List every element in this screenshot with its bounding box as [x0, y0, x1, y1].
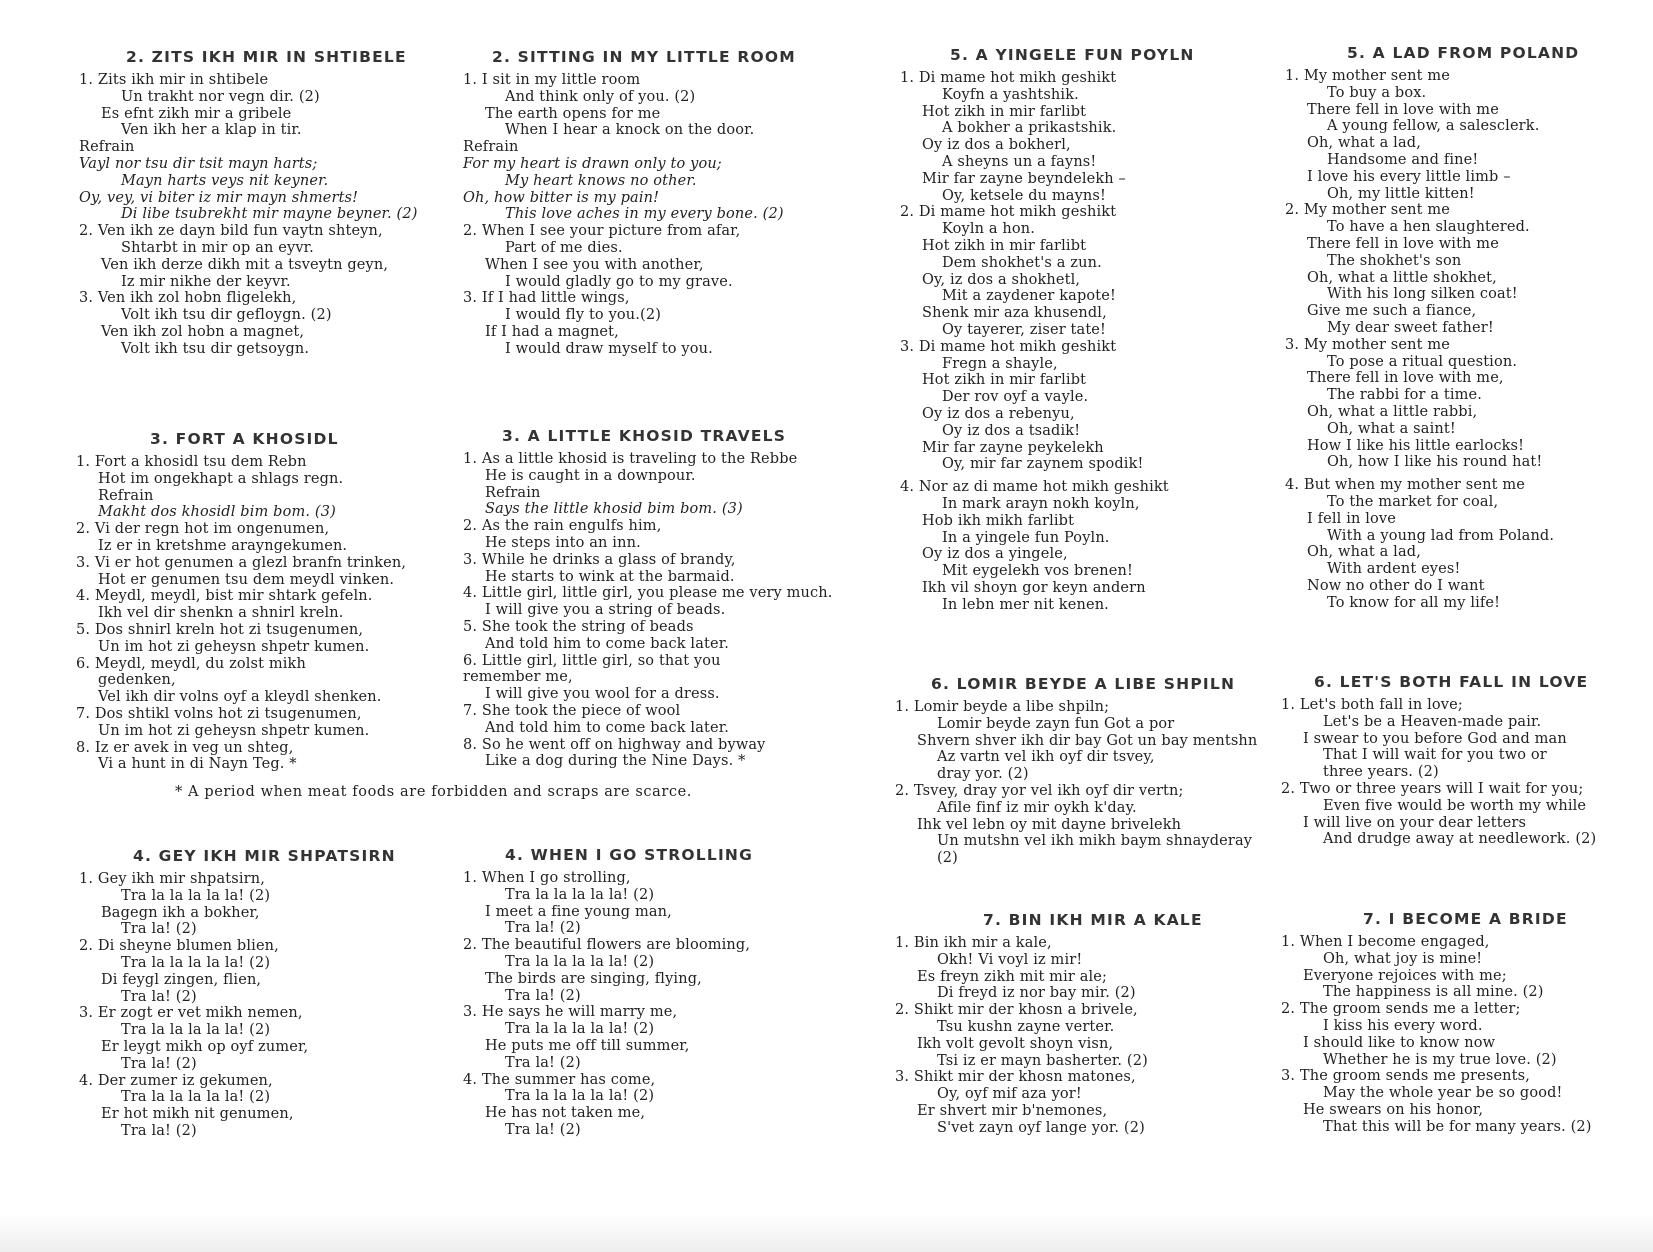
song-lyrics: [900, 70, 1195, 614]
lyric-line: Hot zikh in mir farlibt: [922, 103, 1087, 120]
lyric-line: Refrain: [98, 487, 154, 504]
song-lyrics: [1281, 697, 1596, 848]
lyric-line: My heart knows no other.: [505, 172, 697, 189]
song-zits-ikh-yiddish: [79, 48, 418, 358]
lyric-line: Lomir beyde zayn fun Got a por: [937, 715, 1175, 732]
lyric-line: Mir far zayne peykelekh: [922, 439, 1104, 456]
song-title: 3. A LITTLE KHOSID TRAVELS: [502, 427, 787, 445]
lyric-line: Tra la la la la la! (2): [121, 954, 271, 971]
lyric-line: He starts to wink at the barmaid.: [485, 568, 735, 585]
lyric-line: Di libe tsubrekht mir mayne beyner. (2): [121, 206, 418, 223]
lyric-line: Tra la la la la la! (2): [505, 1021, 655, 1038]
song-title: 4. GEY IKH MIR SHPATSIRN: [133, 847, 396, 865]
lyric-line: I will live on your dear letters: [1303, 814, 1527, 831]
lyric-line: That this will be for many years. (2): [1323, 1118, 1592, 1135]
lyric-line: Vi a hunt in di Nayn Teg. *: [98, 756, 297, 773]
lyric-line: I would draw myself to you.: [505, 340, 713, 357]
lyric-line: 2. Vi der regn hot im ongenumen,: [76, 521, 330, 538]
song-title: 6. LET'S BOTH FALL IN LOVE: [1314, 673, 1589, 691]
lyric-line: To have a hen slaughtered.: [1327, 219, 1530, 236]
song-title: 3. FORT A KHOSIDL: [150, 430, 339, 448]
lyric-line: He has not taken me,: [485, 1105, 646, 1122]
lyric-line: Okh! Vi voyl iz mir!: [937, 951, 1083, 968]
lyric-line: Der rov oyf a vayle.: [942, 389, 1089, 406]
lyric-line: 3. Ven ikh zol hobn fligelekh,: [79, 290, 297, 307]
lyric-line: 2. Ven ikh ze dayn bild fun vaytn shteyn,: [79, 223, 383, 240]
lyric-line: 2. Two or three years will I wait for you;: [1281, 780, 1584, 797]
lyric-line: Ikh vel dir shenkn a shnirl kreln.: [98, 605, 344, 622]
lyric-line: When I hear a knock on the door.: [505, 122, 755, 139]
lyric-line: My dear sweet father!: [1327, 319, 1494, 336]
lyric-line: Mayn harts veys nit keyner.: [121, 172, 329, 189]
lyric-line: Refrain: [463, 139, 519, 156]
lyric-line: Oh, what a lad,: [1307, 135, 1421, 152]
lyric-line: Makht dos khosidl bim bom. (3): [98, 504, 336, 521]
song-lyrics: [1285, 68, 1579, 612]
lyric-line: There fell in love with me: [1307, 235, 1499, 252]
lyric-line: Ihk vel lebn oy mit dayne brivelekh: [917, 816, 1182, 833]
lyric-line: Fregn a shayle,: [942, 355, 1058, 372]
lyric-line: Shvern shver ikh dir bay Got un bay mentshn: [917, 732, 1258, 749]
lyric-line: Oy iz dos a tsadik!: [942, 422, 1081, 439]
lyric-line: 1. When I go strolling,: [463, 870, 631, 886]
lyric-line: Tra la la la la la! (2): [121, 1022, 271, 1039]
lyric-line: Ven ikh her a klap in tir.: [121, 122, 302, 139]
lyric-line: That I will wait for you two or: [1323, 747, 1547, 764]
lyric-line: 1. Bin ikh mir a kale,: [895, 935, 1052, 951]
lyric-line: Says the little khosid bim bom. (3): [485, 501, 743, 518]
lyric-line: Hot zikh in mir farlibt: [922, 372, 1087, 389]
lyric-line: 3. While he drinks a glass of brandy,: [463, 551, 736, 568]
lyric-line: He swears on his honor,: [1303, 1101, 1484, 1118]
lyric-line: Mit a zaydener kapote!: [942, 288, 1116, 305]
lyric-line: 4. The summer has come,: [463, 1071, 656, 1088]
lyric-line: 3. Er zogt er vet mikh nemen,: [79, 1005, 303, 1022]
song-lyrics: [463, 72, 796, 358]
song-yingele-yiddish: [900, 46, 1195, 614]
lyric-line: And drudge away at needlework. (2): [1323, 831, 1597, 848]
lyric-line: Es efnt zikh mir a gribele: [101, 105, 292, 122]
lyric-line: Oy iz dos a rebenyu,: [922, 405, 1075, 422]
lyric-line: 2. The groom sends me a letter;: [1281, 1001, 1521, 1018]
lyric-line: Tra la! (2): [121, 921, 197, 938]
lyric-line: 1. Fort a khosidl tsu dem Rebn: [76, 454, 307, 470]
lyric-line: Iz er in kretshme arayngekumen.: [98, 537, 348, 554]
lyric-line: I meet a fine young man,: [485, 903, 672, 920]
lyric-line: Oh, what a little shokhet,: [1307, 269, 1497, 286]
lyric-line: Oh, what a saint!: [1327, 420, 1456, 437]
lyric-line: The shokhet's son: [1327, 252, 1462, 269]
lyric-line: I love his every little limb –: [1307, 168, 1511, 185]
lyric-line: Shenk mir aza khusendl,: [922, 305, 1107, 322]
lyric-line: 4. Meydl, meydl, bist mir shtark gefeln.: [76, 588, 373, 605]
lyric-line: Di freyd iz nor bay mir. (2): [937, 985, 1136, 1002]
lyric-line: This love aches in my every bone. (2): [505, 206, 784, 223]
footnote: * A period when meat foods are forbidden and scraps are scarce.: [175, 784, 693, 800]
lyric-line: He steps into an inn.: [485, 534, 641, 551]
lyric-line: 1. As a little khosid is traveling to the Rebbe: [463, 451, 798, 467]
song-title: 2. ZITS IKH MIR IN SHTIBELE: [126, 48, 407, 66]
lyric-line: To pose a ritual question.: [1327, 353, 1518, 370]
song-title: 4. WHEN I GO STROLLING: [505, 846, 754, 864]
lyric-line: I swear to you before God and man: [1303, 730, 1567, 747]
lyric-line: Give me such a fiance,: [1307, 303, 1477, 320]
lyric-line: 5. She took the string of beads: [463, 618, 694, 635]
lyric-line: dray yor. (2): [937, 766, 1029, 783]
lyric-line: Un im hot zi geheysn shpetr kumen.: [98, 638, 370, 655]
lyric-line: In lebn mer nit kenen.: [942, 596, 1109, 613]
lyric-line: Ikh volt gevolt shoyn visn,: [917, 1035, 1114, 1052]
lyric-line: Volt ikh tsu dir gefloygn. (2): [121, 307, 332, 324]
lyric-line: The rabbi for a time.: [1327, 387, 1483, 404]
song-title: 2. SITTING IN MY LITTLE ROOM: [492, 48, 796, 66]
lyric-line: 1. Zits ikh mir in shtibele: [79, 72, 269, 88]
song-lomir-yiddish: [895, 675, 1257, 867]
lyric-line: 3. If I had little wings,: [463, 290, 630, 307]
lyric-line: 6. Meydl, meydl, du zolst mikh: [76, 655, 306, 672]
lyric-line: 4. Der zumer iz gekumen,: [79, 1072, 273, 1089]
song-little-khosid-english: [463, 427, 833, 770]
lyric-line: 5. Dos shnirl kreln hot zi tsugenumen,: [76, 621, 364, 638]
song-lyrics: [895, 699, 1257, 867]
lyric-line: 2. Di sheyne blumen blien,: [79, 938, 279, 955]
lyric-line: He puts me off till summer,: [485, 1037, 690, 1054]
lyric-line: In a yingele fun Poyln.: [942, 529, 1110, 546]
lyric-line: Tsi iz er mayn basherter. (2): [937, 1052, 1148, 1069]
song-bin-yiddish: [895, 911, 1203, 1137]
lyric-line: Dem shokhet's a zun.: [942, 254, 1102, 271]
lyric-line: 1. When I become engaged,: [1281, 934, 1490, 950]
lyric-line: Tra la! (2): [505, 987, 581, 1004]
lyric-line: Let's be a Heaven-made pair.: [1323, 713, 1542, 730]
lyric-line: 4. Nor az di mame hot mikh geshikt: [900, 479, 1169, 496]
lyric-line: Tra la! (2): [505, 1054, 581, 1071]
lyric-line: 1. Lomir beyde a libe shpiln;: [895, 699, 1110, 715]
song-title: 5. A YINGELE FUN POYLN: [950, 46, 1195, 64]
lyric-line: 1. Let's both fall in love;: [1281, 697, 1463, 713]
lyric-line: I fell in love: [1307, 510, 1396, 527]
lyric-line: Mit eygelekh vos brenen!: [942, 563, 1133, 580]
song-fort-yiddish: [76, 430, 406, 773]
lyric-line: A young fellow, a salesclerk.: [1327, 118, 1540, 135]
lyric-line: Hot zikh in mir farlibt: [922, 237, 1087, 254]
song-sitting-english: [463, 48, 796, 358]
lyric-line: Er hot mikh nit genumen,: [101, 1106, 294, 1123]
lyric-line: How I like his little earlocks!: [1307, 437, 1525, 454]
lyric-line: Un trakht nor vegn dir. (2): [121, 88, 320, 105]
lyric-line: Tsu kushn zayne verter.: [937, 1018, 1115, 1035]
lyric-line: And told him to come back later.: [485, 635, 729, 652]
lyric-line: 6. Little girl, little girl, so that you: [463, 652, 721, 669]
song-title: 5. A LAD FROM POLAND: [1347, 44, 1580, 62]
lyric-line: 2. Di mame hot mikh geshikt: [900, 204, 1117, 221]
song-lyrics: [895, 935, 1203, 1137]
lyric-line: Volt ikh tsu dir getsoygn.: [121, 340, 310, 357]
lyric-line: Shtarbt in mir op an eyvr.: [121, 239, 314, 256]
lyric-line: Oy tayerer, ziser tate!: [942, 321, 1106, 338]
lyric-line: 4. Little girl, little girl, you please me very much.: [463, 585, 833, 602]
lyric-line: The earth opens for me: [485, 105, 661, 122]
song-gey-yiddish: [79, 847, 396, 1140]
lyric-line: Tra la! (2): [121, 1055, 197, 1072]
lyric-line: Hob ikh mikh farlibt: [922, 512, 1075, 529]
lyric-line: Es freyn zikh mit mir ale;: [917, 968, 1108, 985]
lyric-line: With his long silken coat!: [1327, 286, 1518, 303]
lyric-line: There fell in love with me,: [1307, 370, 1504, 387]
song-lyrics: [79, 871, 396, 1140]
lyric-line: 8. Iz er avek in veg un shteg,: [76, 739, 294, 756]
lyric-line: Hot er genumen tsu dem meydl vinken.: [98, 571, 395, 588]
lyric-line: 7. Dos shtikl volns hot zi tsugenumen,: [76, 705, 362, 722]
lyric-line: In mark arayn nokh koyln,: [942, 495, 1140, 512]
lyric-line: The happiness is all mine. (2): [1323, 984, 1544, 1001]
lyric-line: Oy, mir far zaynem spodik!: [942, 456, 1144, 473]
scan-edge-shadow: [0, 1214, 1653, 1252]
lyric-line: Di feygl zingen, flien,: [101, 971, 262, 988]
lyric-line: I would gladly go to my grave.: [505, 273, 733, 290]
lyric-line: Ikh vil shoyn gor keyn andern: [922, 579, 1146, 596]
lyric-line: Everyone rejoices with me;: [1303, 967, 1507, 984]
lyric-line: Tra la! (2): [505, 920, 581, 937]
song-lad-english: [1285, 44, 1579, 612]
song-lets-english: [1281, 673, 1596, 848]
lyric-line: I will give you wool for a dress.: [485, 686, 720, 703]
lyric-line: Even five would be worth my while: [1323, 797, 1587, 814]
lyric-line: Part of me dies.: [505, 239, 623, 256]
lyric-line: 3. Vi er hot genumen a glezl branfn trinken,: [76, 554, 407, 571]
lyric-line: For my heart is drawn only to you;: [463, 155, 722, 172]
lyric-line: Tra la la la la la! (2): [121, 1089, 271, 1106]
lyric-line: Un im hot zi geheysn shpetr kumen.: [98, 722, 370, 739]
lyric-line: (2): [937, 850, 958, 867]
lyric-line: 8. So he went off on highway and byway: [463, 736, 766, 753]
lyric-line: 2. Tsvey, dray yor vel ikh oyf dir vertn;: [895, 782, 1184, 799]
lyric-line: Bagegn ikh a bokher,: [101, 904, 260, 921]
lyric-line: Er leygt mikh op oyf zumer,: [101, 1038, 309, 1055]
lyric-line: With a young lad from Poland.: [1327, 527, 1555, 544]
lyric-line: If I had a magnet,: [485, 323, 619, 340]
lyric-line: Iz mir nikhe der keyvr.: [121, 273, 291, 290]
lyric-line: Oh, what joy is mine!: [1323, 950, 1483, 967]
lyric-line: Tra la la la la la! (2): [121, 887, 271, 904]
lyric-line: I should like to know now: [1303, 1034, 1496, 1051]
lyric-line: 3. Shikt mir der khosn matones,: [895, 1069, 1136, 1086]
lyric-line: The birds are singing, flying,: [485, 970, 702, 987]
lyric-line: Koyln a hon.: [942, 221, 1036, 238]
lyric-line: Whether he is my true love. (2): [1323, 1051, 1557, 1068]
lyric-line: 1. My mother sent me: [1285, 68, 1450, 84]
lyric-line: Oy iz dos a bokherl,: [922, 137, 1071, 154]
lyric-line: Oh, what a lad,: [1307, 544, 1421, 561]
lyric-line: 2. My mother sent me: [1285, 202, 1450, 219]
lyric-line: Oy, iz dos a shokhetl,: [922, 271, 1081, 288]
lyric-line: Oy, ketsele du mayns!: [942, 187, 1106, 204]
lyric-line: Oh, my little kitten!: [1327, 185, 1475, 202]
song-title: 7. I BECOME A BRIDE: [1363, 910, 1568, 928]
lyric-line: Oy iz dos a yingele,: [922, 546, 1068, 563]
lyric-line: three years. (2): [1323, 764, 1439, 781]
lyric-line: A sheyns un a fayns!: [942, 153, 1097, 170]
lyric-line: Tra la la la la la! (2): [505, 1088, 655, 1105]
lyric-line: 2. The beautiful flowers are blooming,: [463, 937, 751, 954]
lyric-line: gedenken,: [98, 672, 176, 689]
song-title: 6. LOMIR BEYDE A LIBE SHPILN: [931, 675, 1236, 693]
lyric-line: Now no other do I want: [1307, 577, 1485, 594]
lyric-line: Tra la! (2): [121, 1122, 197, 1139]
song-lyrics: [463, 451, 833, 770]
lyric-line: Vayl nor tsu dir tsit mayn harts;: [79, 155, 318, 172]
song-title: 7. BIN IKH MIR A KALE: [983, 911, 1203, 929]
lyric-line: Tra la! (2): [121, 988, 197, 1005]
lyric-line: 3. He says he will marry me,: [463, 1004, 678, 1021]
lyric-line: To the market for coal,: [1327, 493, 1499, 510]
lyric-line: Tra la la la la la! (2): [505, 886, 655, 903]
lyric-line: Oh, how bitter is my pain!: [463, 189, 660, 206]
lyric-line: A bokher a prikastshik.: [942, 120, 1117, 137]
lyric-line: Handsome and fine!: [1327, 151, 1479, 168]
lyric-line: Refrain: [485, 484, 541, 501]
lyric-line: Ven ikh derze dikh mit a tsveytn geyn,: [101, 256, 389, 273]
lyric-line: S'vet zayn oyf lange yor. (2): [937, 1119, 1145, 1136]
lyric-line: To know for all my life!: [1327, 594, 1501, 611]
lyric-line: With ardent eyes!: [1327, 561, 1461, 578]
lyric-line: Ven ikh zol hobn a magnet,: [101, 323, 305, 340]
lyric-line: Hot im ongekhapt a shlags regn.: [98, 470, 344, 487]
lyric-line: May the whole year be so good!: [1323, 1085, 1563, 1102]
lyric-line: Tra la la la la la! (2): [505, 953, 655, 970]
lyric-line: Az vartn vel ikh oyf dir tsvey,: [937, 749, 1155, 766]
lyric-line: I will give you a string of beads.: [485, 602, 726, 619]
lyric-line: Refrain: [79, 139, 135, 156]
lyric-line: Like a dog during the Nine Days. *: [485, 753, 746, 770]
lyric-line: 1. I sit in my little room: [463, 72, 641, 88]
lyric-line: Oy, oyf mif aza yor!: [937, 1086, 1082, 1103]
lyric-line: And think only of you. (2): [505, 88, 696, 105]
lyric-line: remember me,: [463, 669, 573, 686]
lyric-line: He is caught in a downpour.: [485, 467, 696, 484]
lyric-line: There fell in love with me: [1307, 101, 1499, 118]
lyric-line: Tra la! (2): [505, 1121, 581, 1138]
lyric-line: And told him to come back later.: [485, 719, 729, 736]
lyric-line: 1. Di mame hot mikh geshikt: [900, 70, 1117, 86]
song-bride-english: [1281, 910, 1592, 1136]
lyric-line: When I see you with another,: [485, 256, 704, 273]
lyric-line: 3. Di mame hot mikh geshikt: [900, 338, 1117, 355]
song-lyrics: [463, 870, 753, 1139]
lyric-line: Afile finf iz mir oykh k'day.: [937, 799, 1137, 816]
lyric-line: Oy, vey, vi biter iz mir mayn shmerts!: [79, 189, 359, 206]
lyric-line: 7. She took the piece of wool: [463, 702, 681, 719]
lyric-line: I would fly to you.(2): [505, 307, 662, 324]
song-lyrics: [76, 454, 406, 773]
lyric-line: 4. But when my mother sent me: [1285, 477, 1525, 494]
lyric-line: 2. As the rain engulfs him,: [463, 518, 662, 535]
lyric-line: Un mutshn vel ikh mikh baym shnayderay: [937, 833, 1253, 850]
lyric-line: Koyfn a yashtshik.: [942, 86, 1079, 103]
lyric-line: Oh, how I like his round hat!: [1327, 454, 1543, 471]
song-strolling-english: [463, 846, 753, 1139]
lyric-line: 1. Gey ikh mir shpatsirn,: [79, 871, 265, 887]
song-lyrics: [1281, 934, 1592, 1136]
lyric-line: 2. Shikt mir der khosn a brivele,: [895, 1002, 1138, 1019]
song-lyrics: [79, 72, 418, 358]
lyric-line: 2. When I see your picture from afar,: [463, 223, 741, 240]
lyric-line: Oh, what a little rabbi,: [1307, 403, 1478, 420]
lyric-line: 3. My mother sent me: [1285, 336, 1450, 353]
lyric-line: Mir far zayne beyndelekh –: [922, 170, 1126, 187]
lyric-line: Vel ikh dir volns oyf a kleydl shenken.: [98, 689, 382, 706]
lyric-line: 3. The groom sends me presents,: [1281, 1068, 1530, 1085]
lyric-line: Er shvert mir b'nemones,: [917, 1102, 1108, 1119]
lyric-line: To buy a box.: [1327, 84, 1427, 101]
lyric-line: I kiss his every word.: [1323, 1017, 1483, 1034]
